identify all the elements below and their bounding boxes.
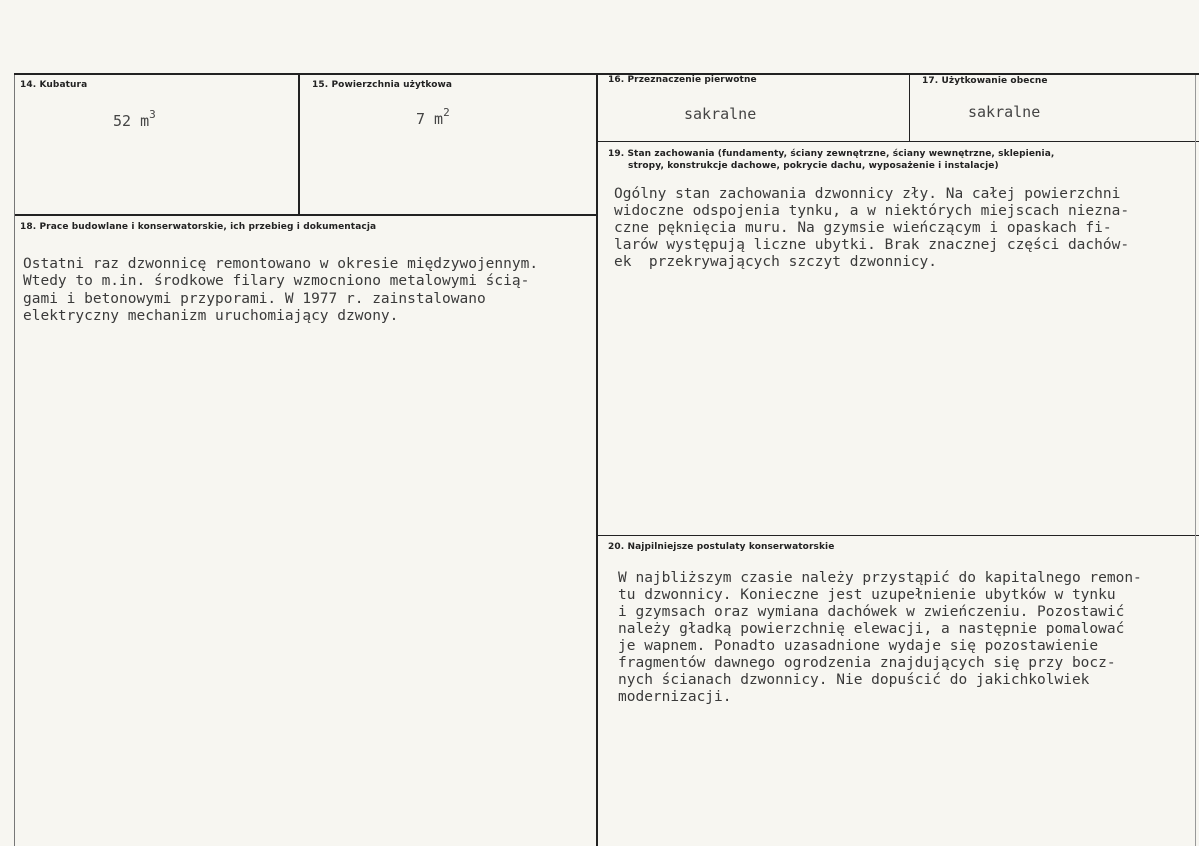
field-20-line: modernizacji. (618, 689, 732, 705)
vertical-rule-center (596, 75, 598, 846)
field-18-line: gami i betonowymi przyporami. W 1977 r. zainstalowano (23, 291, 486, 307)
field-15-value (416, 108, 450, 128)
vertical-rule-left (298, 75, 300, 215)
field-19-label-line1: 19. Stan zachowania (fundamenty, ściany zewnętrzne, ściany wewnętrzne, sklepienia, (608, 149, 1055, 159)
rule-above-20 (596, 535, 1199, 536)
field-20-line: W najbliższym czasie należy przystąpić do kapitalnego remon- (618, 570, 1142, 586)
field-19-line: czne pęknięcia muru. Na gzymsie wieńczącym i opaskach fi- (614, 220, 1112, 236)
field-19-label-line2: stropy, konstrukcje dachowe, pokrycie dachu, wyposażenie i instalacje) (628, 161, 999, 171)
field-17-value: sakralne (968, 103, 1041, 121)
field-18-line: Wtedy to m.in. środkowe filary wzmocniono metalowymi ścią- (23, 273, 530, 289)
field-14-exponent: 3 (149, 108, 156, 121)
field-18-line: Ostatni raz dzwonnicę remontowano w okresie międzywojennym. (23, 256, 539, 272)
field-18-label: 18. Prace budowlane i konserwatorskie, ich przebieg i dokumentacja (20, 222, 377, 232)
field-20-line: je wapnem. Ponadto uzasadnione wydaje się pozostawienie (618, 638, 1099, 654)
field-19-line: larów występują liczne ubytki. Brak znacznej części dachów- (614, 237, 1130, 253)
rule-under-14-15 (14, 214, 598, 216)
right-margin-rule (1195, 75, 1196, 846)
field-15-label: 15. Powierzchnia użytkowa (312, 80, 453, 90)
field-15-exponent: 2 (443, 106, 450, 119)
field-19-line: widoczne odspojenia tynku, a w niektórych miejscach niezna- (614, 203, 1130, 219)
field-20-line: należy gładką powierzchnię elewacji, a następnie pomalować (618, 621, 1125, 637)
field-14-label: 14. Kubatura (20, 80, 88, 90)
field-16-label: 16. Przeznaczenie pierwotne (608, 75, 757, 85)
field-20-line: i gzymsach oraz wymiana dachówek w zwieńczeniu. Pozostawić (618, 604, 1125, 620)
left-margin-rule (14, 75, 15, 846)
field-20-line: tu dzwonnicy. Konieczne jest uzupełnienie ubytków w tynku (618, 587, 1116, 603)
field-15-number: 7 m (416, 110, 444, 128)
field-16-value: sakralne (684, 105, 757, 123)
vertical-rule-right (909, 75, 910, 141)
field-17-label: 17. Użytkowanie obecne (922, 76, 1048, 86)
field-19-line: ek przekrywających szczyt dzwonnicy. (614, 254, 938, 270)
field-20-line: fragmentów dawnego ogrodzenia znajdujących się przy bocz- (618, 655, 1116, 671)
field-14-number: 52 m (113, 112, 150, 130)
field-19-line: Ogólny stan zachowania dzwonnicy zły. Na całej powierzchni (614, 186, 1121, 202)
field-18-line: elektryczny mechanizm uruchomiający dzwony. (23, 308, 399, 324)
field-20-line: nych ścianach dzwonnicy. Nie dopuścić do jakichkolwiek (618, 672, 1090, 688)
field-14-value (113, 110, 156, 130)
field-20-label: 20. Najpilniejsze postulaty konserwatorskie (608, 542, 835, 552)
rule-under-16-17 (596, 141, 1199, 142)
